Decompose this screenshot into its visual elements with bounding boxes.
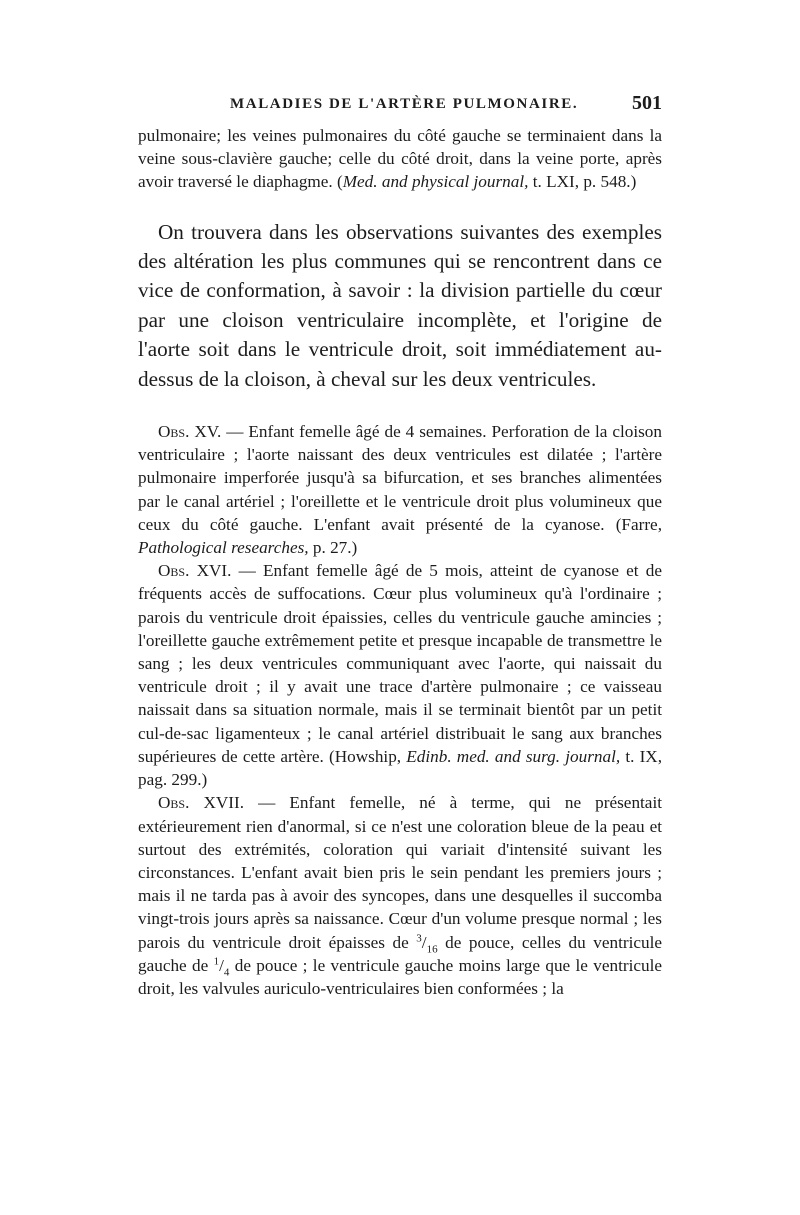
observation-label: Obs. XVII.: [158, 793, 245, 813]
observations: [138, 420, 662, 1000]
observation-xvii: Obs. XVII. — Enfant femelle, né à terme, qui ne présentait extérieurement rien d'anormal, si ce n'est une coloration bleue de la peau et surtout des extrémités, coloration qui variait d'intensité suivant les circonstances. L'enfant avait bien pris le sein pendant les premiers jours ; mais il ne tarda pas à avoir des syncopes, dans une desquelles il succomba vingt-trois jours après sa naissance. Cœur d'un volume presque normal ; les parois du ventricule droit épaisses de $^3/_{16}$ de pouce, celles du ventricule gauche de $^1/_4$ de pouce ; le ventricule gauche moins large que le ventricule droit, les valvules auriculo-ventriculaires bien conformées ; la: [138, 793, 663, 998]
fraction-numerator: 3: [416, 931, 422, 944]
observation-xvi: Obs. XVI. — Enfant femelle âgé de 5 mois, atteint de cyanose et de fréquents accès de suffocations. Cœur plus volumineux qu'à l'ordinaire ; parois du ventricule droit épaissies, celles du ventricule gauche amincies ; l'oreillette gauche extrêmement petite et presque incapable de transmettre le sang ; les deux ventricules communiquant avec l'aorte, qui naissait du ventricule droit ; il y avait une trace d'artère pulmonaire ; ce vaisseau naissait dans sa situation normale, mais il se terminait bientôt par un petit cul-de-sac ligamenteux ; le canal artériel distribuait le sang aux branches supérieures de cette artère. (Howship, Edinb. med. and surg. journal, t. IX, pag. 299.): [138, 561, 663, 790]
page-number: 501: [632, 92, 662, 114]
citation: Pathological researches,: [138, 538, 309, 558]
intro-paragraph: pulmonaire; les veines pulmonaires du côté gauche se terminaient dans la veine sous-clavière gauche; celle du côté droit, dans la veine porte, après avoir traversé le diaphagme. (Med. and physical journal, t. LXI, p. 548.): [138, 126, 662, 192]
observation-xv: Obs. XV. — Enfant femelle âgé de 4 semaines. Perforation de la cloison ventriculaire ; l'aorte naissant des deux ventricules est dilatée ; l'artère pulmonaire imperforée jusqu'à sa bifurcation, et ses branches alimentées par le canal artériel ; l'oreillette et le ventricule droit plus volumineux que ceux du côté gauche. L'enfant avait présenté de la cyanose. (Farre, Pathological researches, p. 27.): [138, 422, 662, 558]
running-title: MALADIES DE L'ARTÈRE PULMONAIRE.: [230, 96, 579, 112]
fraction-denominator: 16: [426, 942, 438, 955]
citation: Edinb. med. and surg. journal,: [406, 746, 621, 766]
fraction-denominator: 4: [223, 966, 230, 979]
observation-label: Obs. XV.: [158, 422, 222, 442]
book-page: [138, 92, 662, 1000]
observation-label: Obs. XVI.: [158, 561, 232, 581]
fraction-numerator: 1: [213, 954, 220, 967]
summary-paragraph: On trouvera dans les observations suivantes des exemples des altération les plus communes qui se rencontrent dans ce vice de conformation, à savoir : la division partielle du cœur par une cloison ventriculaire incomplète, et l'origine de l'aorte soit dans le ventricule droit, soit immédiatement au-dessus de la cloison, à cheval sur les deux ventricules.: [138, 219, 662, 391]
running-header: [138, 92, 662, 122]
citation: Med. and physical journal,: [342, 172, 529, 192]
